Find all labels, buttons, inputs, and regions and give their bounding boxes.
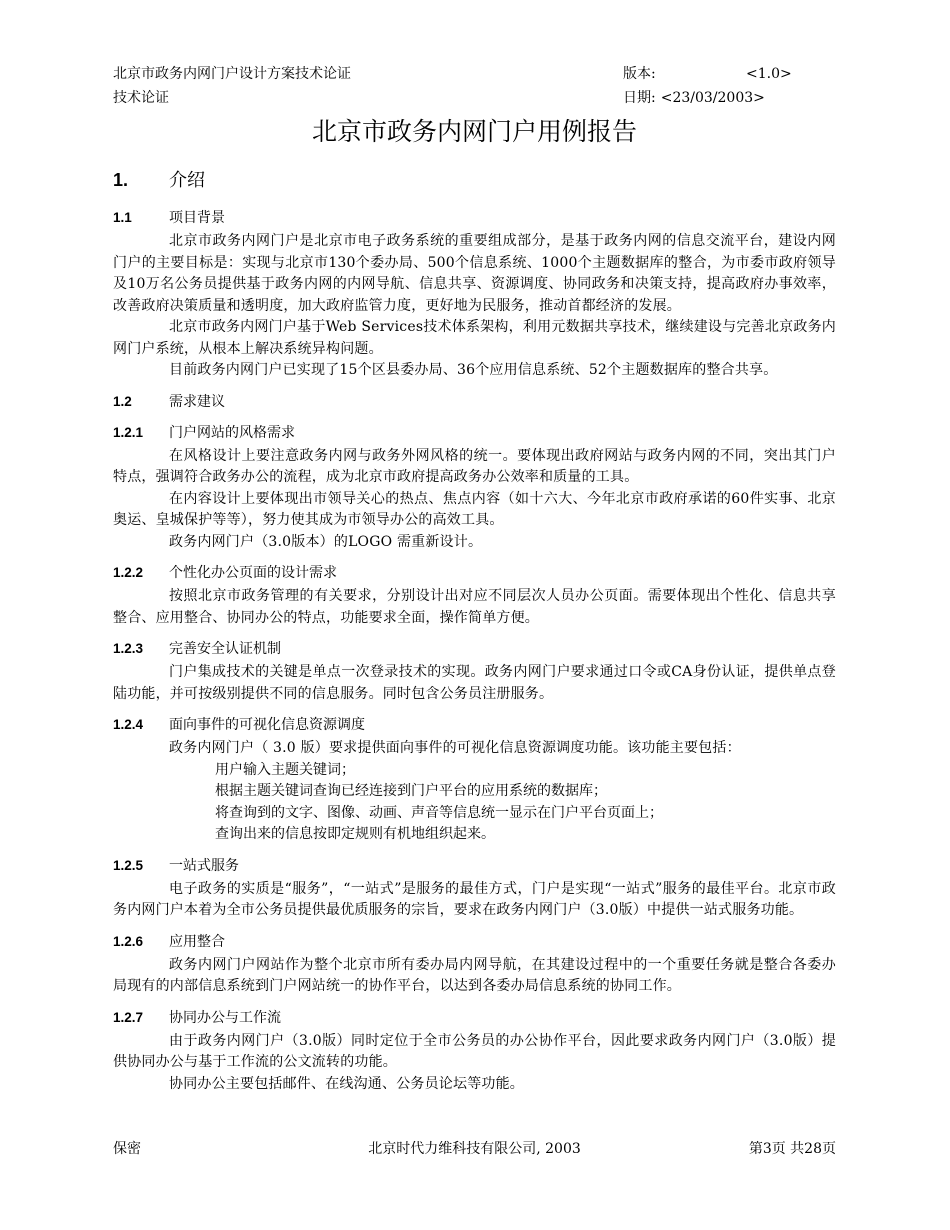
section-title: 完善安全认证机制 bbox=[169, 641, 281, 657]
section-1-1-heading bbox=[113, 207, 836, 229]
section-number: 1.1 bbox=[113, 210, 132, 225]
section-1-2-3-heading bbox=[113, 638, 836, 660]
paragraph: 政务内网门户（ 3.0 版）要求提供面向事件的可视化信息资源调度功能。该功能主要包括： bbox=[169, 740, 741, 756]
paragraph: 政务内网门户（3.0版本）的LOGO 需重新设计。 bbox=[169, 533, 483, 550]
section-number: 1. bbox=[113, 170, 129, 190]
paragraph: 北京市政务内网门户是北京市电子政务系统的重要组成部分，是基于政务内网的信息交流平台，建设内网门户的主要目标是：实现与北京市130个委办局、500个信息系统、1000个主题数据库的整合，为市委市政府领导及10万名公务员提供基于政务内网的内网导航、信息共享、资源调度、协同政务和决策支持，提高政府办事效率，改善政府决策质量和透明度，加大政府监管力度，更好地为民服务，推动首都经济的发展。 bbox=[113, 233, 836, 314]
section-number: 1.2.2 bbox=[113, 565, 144, 580]
footer-confidential: 保密 bbox=[113, 1141, 141, 1157]
paragraph: 在风格设计上要注意政务内网与政务外网风格的统一。要体现出政府网站与政务内网的不同，突出其门户特点，强调符合政务办公的流程，成为北京市政府提高政务办公效率和质量的工具。 bbox=[113, 447, 836, 485]
version-label: 版本: bbox=[623, 66, 656, 82]
paragraph: 北京市政务内网门户基于Web Services技术体系架构，利用元数据共享技术，继续建设与完善北京政务内网门户系统，从根本上解决系统异构问题。 bbox=[113, 319, 836, 357]
section-number: 1.2.3 bbox=[113, 641, 144, 656]
section-title: 门户网站的风格需求 bbox=[169, 424, 295, 441]
section-1-2-2-heading bbox=[113, 562, 836, 584]
section-title: 介绍 bbox=[169, 170, 205, 191]
section-1-2-5-heading bbox=[113, 855, 836, 877]
paragraph: 电子政务的实质是“服务”，“一站式”是服务的最佳方式，门户是实现“一站式”服务的最佳平台。北京市政务内网门户本着为全市公务员提供最优质服务的宗旨，要求在政务内网门户（3.0版）中提供一站式服务功能。 bbox=[113, 880, 836, 918]
list-item: 用户输入主题关键词； bbox=[215, 761, 355, 778]
paragraph: 在内容设计上要体现出市领导关心的热点、焦点内容（如十六大、今年北京市政府承诺的60件实事、北京奥运、皇城保护等等），努力使其成为市领导办公的高效工具。 bbox=[113, 490, 836, 528]
section-title: 协同办公与工作流 bbox=[169, 1009, 281, 1026]
header-doc-subtitle: 技术论证 bbox=[113, 90, 169, 106]
section-1-heading bbox=[113, 166, 836, 195]
date-label: 日期: bbox=[623, 90, 656, 106]
paragraph: 目前政务内网门户已实现了15个区县委办局、36个应用信息系统、52个主题数据库的整合共享。 bbox=[169, 362, 778, 378]
list-item: 将查询到的文字、图像、动画、声音等信息统一显示在门户平台页面上； bbox=[215, 804, 663, 821]
version-row bbox=[623, 62, 843, 86]
section-number: 1.2.7 bbox=[113, 1009, 144, 1025]
footer-page-number: 第3页 共28页 bbox=[748, 1141, 836, 1157]
section-title: 需求建议 bbox=[169, 393, 225, 410]
version-value: <1.0> bbox=[746, 66, 792, 82]
header-left bbox=[113, 62, 351, 110]
footer-company: 北京时代力维科技有限公司, 2003 bbox=[368, 1141, 581, 1157]
paragraph: 门户集成技术的关键是单点一次登录技术的实现。政务内网门户要求通过口令或CA身份认证，提供单点登陆功能，并可按级别提供不同的信息服务。同时包含公务员注册服务。 bbox=[113, 664, 836, 702]
section-title: 项目背景 bbox=[169, 210, 225, 226]
date-row bbox=[623, 86, 843, 110]
date-value: <23/03/2003> bbox=[660, 90, 765, 106]
document-body bbox=[113, 166, 836, 1095]
header-doc-title: 北京市政务内网门户设计方案技术论证 bbox=[113, 66, 351, 82]
section-title: 一站式服务 bbox=[169, 857, 239, 874]
section-title: 应用整合 bbox=[169, 933, 225, 950]
section-1-2-7-heading bbox=[113, 1007, 836, 1029]
section-number: 1.2 bbox=[113, 393, 132, 409]
list-item: 根据主题关键词查询已经连接到门户平台的应用系统的数据库； bbox=[215, 783, 607, 799]
section-1-2-6-heading bbox=[113, 931, 836, 953]
section-title: 个性化办公页面的设计需求 bbox=[169, 565, 337, 581]
paragraph: 协同办公主要包括邮件、在线沟通、公务员论坛等功能。 bbox=[169, 1075, 524, 1092]
feature-list bbox=[113, 760, 836, 846]
section-number: 1.2.4 bbox=[113, 717, 144, 732]
page-title: 北京市政务内网门户用例报告 bbox=[311, 117, 637, 146]
section-1-2-4-heading bbox=[113, 714, 836, 736]
paragraph: 按照北京市政务管理的有关要求，分别设计出对应不同层次人员办公页面。需要体现出个性化、信息共享整合、应用整合、协同办公的特点，功能要求全面，操作简单方便。 bbox=[113, 588, 836, 626]
section-number: 1.2.6 bbox=[113, 933, 144, 949]
paragraph: 由于政务内网门户（3.0版）同时定位于全市公务员的办公协作平台，因此要求政务内网门户（3.0版）提供协同办公与基于工作流的公文流转的功能。 bbox=[113, 1032, 836, 1070]
section-number: 1.2.5 bbox=[113, 857, 144, 873]
section-number: 1.2.1 bbox=[113, 424, 144, 440]
page-footer bbox=[113, 1138, 836, 1160]
list-item: 查询出来的信息按即定规则有机地组织起来。 bbox=[215, 826, 495, 842]
section-title: 面向事件的可视化信息资源调度 bbox=[169, 717, 365, 733]
section-1-2-1-heading bbox=[113, 422, 836, 444]
paragraph: 政务内网门户网站作为整个北京市所有委办局内网导航，在其建设过程中的一个重要任务就是整合各委办局现有的内部信息系统到门户网站统一的协作平台，以达到各委办局信息系统的协同工作。 bbox=[113, 956, 836, 994]
header-right bbox=[623, 62, 843, 110]
section-1-2-heading bbox=[113, 391, 836, 413]
